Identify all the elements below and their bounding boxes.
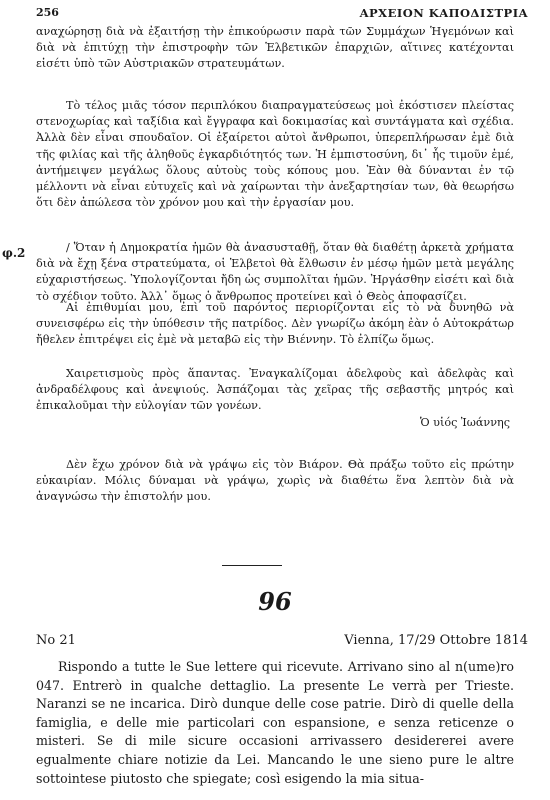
folio-margin-note: φ.2 xyxy=(2,246,26,260)
running-title: ΑΡΧΕΙΟΝ ΚΑΠΟΔΙΣΤΡΙΑ xyxy=(359,6,528,20)
postscript-text: Δὲν ἔχω χρόνον διὰ νὰ γράψω εἰς τὸν Βιάρον. Θὰ πράξω τοῦτο εἰς πρώτην εὐκαιρίαν. Μόλις δύναμαι νὰ γράψω, χωρὶς νὰ διαθέτω ἕνα λεπτὸν διὰ νὰ ἀναγνώσω τὴν ἐπιστολήν μου. xyxy=(36,458,514,504)
greek-paragraph-text: Τὸ τέλος μιᾶς τόσον περιπλόκου διαπραγματεύσεως μοὶ ἐκόστισεν πλείστας στενοχωρίας καὶ ταξίδια καὶ ἔγγραφα καὶ δοκιμασίας καὶ συντάγματα καὶ σχέδια. Ἀλλὰ δὲν εἶναι σπουδαῖον. Οἱ ἐξαίρετοι αὐτοὶ ἄνθρωποι, ὑπερεπλήρωσαν ἐμὲ διὰ τῆς φιλίας καὶ τῆς ἀληθοῦς ἐγκαρδιότητός των. Ἡ ἐμπιστοσύνη, δι᾽ ἧς τιμοῦν ἐμέ, ἀντήμειψεν μεγάλως ὅλους αὐτοὺς τοὺς κόπους μου. Ἐὰν θὰ δύνανται ἐν τῷ μέλλοντι νὰ εἶναι εὐτυχεῖς καὶ νὰ χαίρωνται τὴν ἀνεξαρτησίαν των, θὰ θεωρήσω ὅτι δὲν ἀπώλεσα τὸν χρόνον μου καὶ τὴν ἐργασίαν μου. xyxy=(36,99,514,210)
postscript xyxy=(36,457,514,506)
greek-paragraph xyxy=(36,366,514,431)
greek-paragraph xyxy=(36,240,514,305)
greek-paragraph xyxy=(36,24,514,73)
greek-paragraph-text: / Ὅταν ἡ Δημοκρατία ἡμῶν θὰ ἀνασυσταθῇ, ὅταν θὰ διαθέτῃ ἀρκετὰ χρήματα διὰ νὰ ἔχῃ ξένα στρατεύματα, οἱ Ἑλβετοὶ θὰ ἔλθωσιν ἐν μέσῳ ἡμῶν μετὰ μεγάλης εὐχαριστήσεως. Ὑπολογίζονται ἤδη ὡς συμπολῖται ἡμῶν. Ἠργάσθην εἰσέτι καὶ διὰ τὸ σχέδιον τοῦτο. Ἀλλ᾽ ὅμως ὁ ἄνθρωπος προτείνει καὶ ὁ Θεὸς ἀποφασίζει. xyxy=(36,241,514,303)
greek-paragraph xyxy=(36,300,514,349)
italian-paragraph: Rispondo a tutte le Sue lettere qui ricevute. Arrivano sino al n(ume)ro 047. Entrerò in qualche dettaglio. La presente Le verrà per Trieste. Naranzi se ne incarica. Dirò dunque delle cose patrie. Dirò di quelle della famiglia, e delle mie particolari con espansione, e senza reticenze o misteri. Se di mile sicure occasioni arrivassero desidererei avere egualmente chiare notizie da Lei. Mancando le une sieno pure le altre sottointese piutosto che spiegate; così esigendo la mia situa- xyxy=(36,659,514,786)
greek-paragraph-text: Αἱ ἐπιθυμίαι μου, ἐπὶ τοῦ παρόντος περιορίζονται εἰς τὸ νὰ δυνηθῶ νὰ συνεισφέρω εἰς τὴν ὑπόθεσιν τῆς πατρίδος. Δὲν γνωρίζω ἀκόμη ἐὰν ὁ Αὐτοκράτωρ ἤθελεν ἐπιτρέψει εἰς ἐμὲ νὰ μεταβῶ εἰς τὴν Βιέννην. Τὸ ἐλπίζω ὅμως. xyxy=(36,301,514,347)
document-id: No 21 xyxy=(36,633,76,648)
greek-paragraph-text: αναχώρησῃ διὰ νὰ ἐξαιτήσῃ τὴν ἐπικούρωσιν παρὰ τῶν Συμμάχων Ἡγεμόνων καὶ διὰ νὰ ἐπιτύχῃ τὴν ἐπιστροφὴν τῶν Ἑλβετικῶν ἐπαρχιῶν, αἵτινες κατέχονται εἰσέτι ὑπὸ τῶν Αὐστριακῶν στρατευμάτων. xyxy=(36,25,514,71)
document-number: 96 xyxy=(258,587,292,616)
signature: Ὁ υἱός Ἰωάννης xyxy=(420,415,510,429)
section-divider xyxy=(222,565,282,566)
page-number: 256 xyxy=(36,6,59,19)
greek-paragraph-text: Χαιρετισμοὺς πρὸς ἅπαντας. Ἐναγκαλίζομαι ἀδελφοὺς καὶ ἀδελφὰς καὶ ἀνδραδέλφους καὶ ἀνεψιούς. Ἀσπάζομαι τὰς χεῖρας τῆς σεβαστῆς μητρός καὶ ἐπικαλοῦμαι τὴν εὐλογίαν τῶν γονέων. xyxy=(36,367,514,413)
date-line: Vienna, 17/29 Ottobre 1814 xyxy=(344,633,528,648)
greek-paragraph xyxy=(36,98,514,211)
